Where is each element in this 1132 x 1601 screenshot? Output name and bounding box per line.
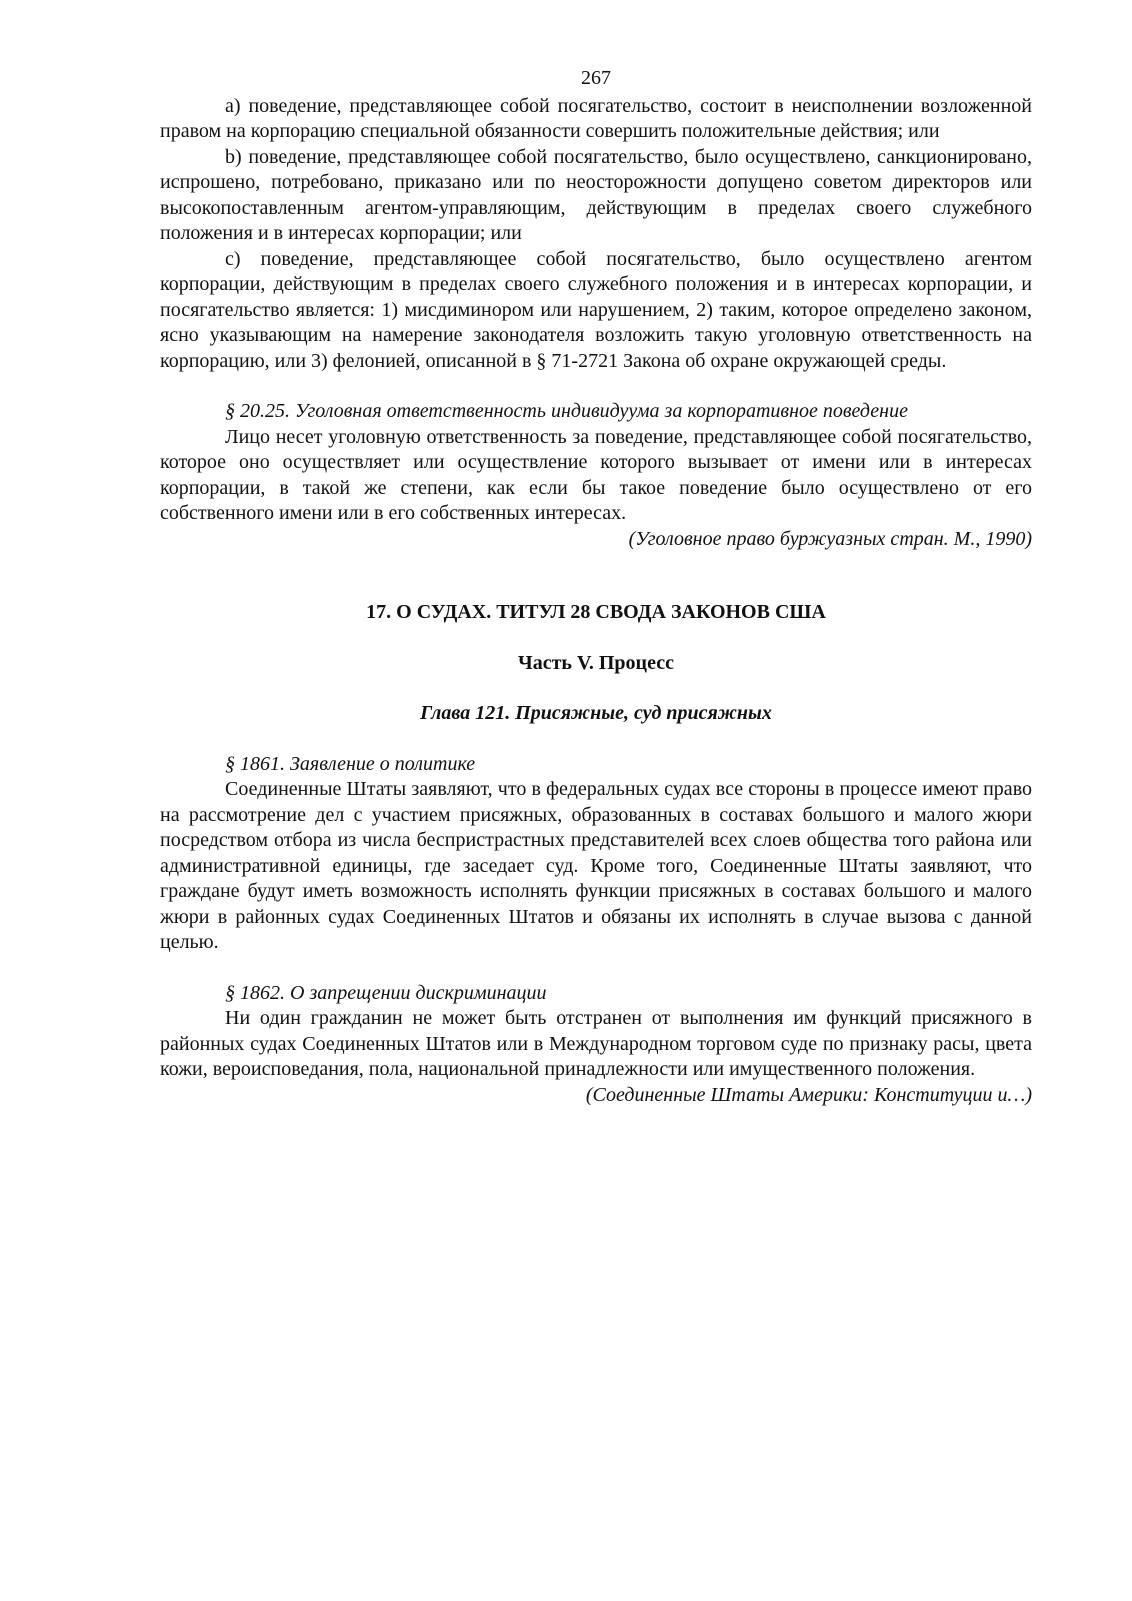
spacer [160,374,1032,399]
chapter-main-heading: 17. О СУДАХ. ТИТУЛ 28 СВОДА ЗАКОНОВ США [366,601,826,623]
part-heading: Часть V. Процесс [518,651,674,674]
spacer [160,676,1032,701]
spacer [160,552,1032,600]
section-1862-title: § 1862. О запрещении дискриминации [225,981,547,1004]
page-number: 267 [581,67,611,89]
document-page [160,66,1032,1108]
spacer [160,727,1032,752]
spacer [160,956,1032,981]
chapter-heading: Глава 121. Присяжные, суд присяжных [420,702,772,724]
section-2025-source: (Уголовное право буржуазных стран. М., 1990) [628,527,1032,550]
section-1862-source: (Соединенные Штаты Америки: Конституции и…) [585,1083,1032,1106]
section-1861-title: § 1861. Заявление о политике [225,752,476,775]
section-2025-body: Лицо несет уголовную ответственность за поведение, представляющее собой посягательство, которое оно осуществляет или осуществление которого вызывает от имени или в интересах корпорации, в такой же степени, как если бы такое поведение было осуществлено от его собственного имени или в его собственных интересах. [160,425,1032,524]
section-1861-body: Соединенные Штаты заявляют, что в федеральных судах все стороны в процессе имеют право на рассмотрение дел с участием присяжных, образованных в составах большого и малого жюри посредством отбора из числа беспристрастных представителей всех слоев общества того района или административной единицы, где заседает суд. Кроме того, Соединенные Штаты заявляют, что граждане будут иметь возможность исполнять функции присяжных в составах большого и малого жюри в районных судах Соединенных Штатов и обязаны их исполнять в случае вызова с данной целью. [160,778,1032,953]
section-2025-title: § 20.25. Уголовная ответственность индивидуума за корпоративное поведение [225,400,908,422]
spacer [160,626,1032,651]
section-1862-body: Ни один гражданин не может быть отстранен от выполнения им функций присяжного в районных судах Соединенных Штатов или в Международном торговом суде по признаку расы, цвета кожи, вероисповедания, пола, национальной принадлежности или имущественного положения. [160,1007,1032,1080]
list-item-b: b) поведение, представляющее собой посягательство, было осуществлено, санкционировано, испрошено, потребовано, приказано или по неосторожности допущено советом директоров или высокопоставленным агентом-управляющим, действующим в пределах своего служебного положения и в интересах корпорации; или [160,145,1032,244]
list-item-c: c) поведение, представляющее собой посягательство, было осуществлено агентом корпорации, действующим в пределах своего служебного положения и в интересах корпорации, и посягательство является: 1) мисдиминором или нарушением, 2) таким, которое определено законом, ясно указывающим на намерение законодателя возложить такую уголовную ответственность на корпорацию, или 3) фелонией, описанной в § 71-2721 Закона об охране окружающей среды. [160,247,1032,372]
list-item-a: a) поведение, представляющее собой посягательство, состоит в неисполнении возложенной правом на корпорацию специальной обязанности совершить положительные действия; или [160,94,1032,142]
